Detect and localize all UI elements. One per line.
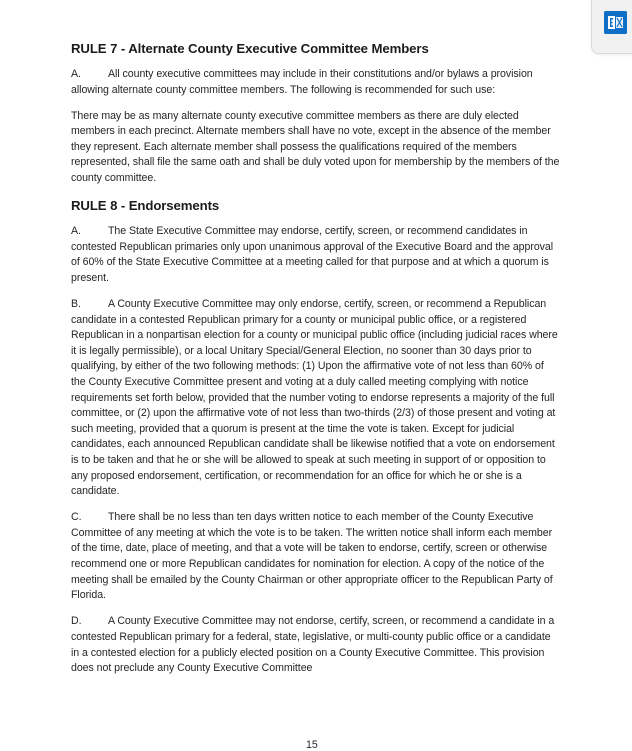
document-body xyxy=(71,40,561,687)
rule-8-heading: RULE 8 - Endorsements xyxy=(71,198,220,214)
paragraph-label: A. xyxy=(71,225,81,238)
rule-8-paragraph-b xyxy=(71,297,561,500)
paragraph-text: A County Executive Committee may not endorse, certify, screen, or recommend a candidate in a contested Republican primary for a federal, state, legislative, or multi-county public office or a candidate in a contested election for a publicly elected position on a County Executive Committee. This provision does not preclude any County Executive Committee xyxy=(71,615,555,675)
paragraph-text: The State Executive Committee may endorse, certify, screen, or recommend candidates in contested Republican primaries only upon unanimous approval of the Executive Board and the approval of 60% of the State Executive Committee at a meeting called for that purpose and at which a quorum is present. xyxy=(71,225,554,284)
paragraph-label: A. xyxy=(71,68,81,80)
paragraph-label: B. xyxy=(71,298,81,311)
rule-8-paragraph-d xyxy=(71,614,561,676)
paragraph-label: C. xyxy=(71,511,82,524)
rule-7-paragraph-a xyxy=(71,67,561,98)
paragraph-text: All county executive committees may include in their constitutions and/or bylaws a provision allowing alternate county committee members. The following is recommended for such use: xyxy=(71,68,533,96)
exchange-icon xyxy=(604,11,627,34)
paragraph-text: There shall be no less than ten days written notice to each member of the County Executive Committee of any meeting at which the vote is to be taken. The written notice shall inform each member of the time, date, place of meeting, and that a vote will be taken to endorse, certify, screen or otherwise recommend one or more Republican candidates for nomination for election. A copy of the notice of the meeting shall be emailed by the County Chairman or other appropriate officer to the Republican Party of Florida. xyxy=(71,511,553,602)
exchange-addin-button[interactable] xyxy=(604,11,627,34)
paragraph-label: D. xyxy=(71,615,82,628)
page-number: 15 xyxy=(306,739,318,751)
rule-8-paragraph-c xyxy=(71,510,561,604)
addin-side-panel xyxy=(591,0,632,54)
paragraph-text: A County Executive Committee may only endorse, certify, screen, or recommend a Republican candidate in a contested Republican primary for a county or municipal public office, or a registered Republican in a nonpartisan election for a county or municipal public office (including judicial races where it is legally permissible), or a local Unitary Special/General Election, no sooner than 30 days prior to qualifying, by either of the two following methods: (1) Upon the affirmative vote of not less than 60% of the County Executive Committee present and voting at a duly called meeting complying with notice requirements set forth below, provided that the number voting to endorse represents a majority of the full committee, or (2) upon the affirmative vote of not less than two-thirds (2/3) of those present and voting at such meeting, provided that a quorum is present at the time the vote is taken. Except for judicial candidates, each announced Republican candidate shall be likewise notified that a vote on endorsement is to be taken and that he or she will be allowed to speak at such meeting in support of or opposition to any proposed endorsement, certification, or recommendation for an office for which he or she is a candidate. xyxy=(71,298,558,498)
rule-8-paragraph-a xyxy=(71,224,561,286)
rule-7-heading: RULE 7 - Alternate County Executive Committee Members xyxy=(71,41,429,56)
rule-7-recommended-text xyxy=(71,109,561,187)
paragraph-text: There may be as many alternate county executive committee members as there are duly elected members in each precinct. Alternate members shall have no vote, except in the absence of the member they represent. Each alternate member shall possess the qualifications required of the members represented, shall file the same oath and shall be duly voted upon for membership by the members of the county committee. xyxy=(71,109,560,185)
